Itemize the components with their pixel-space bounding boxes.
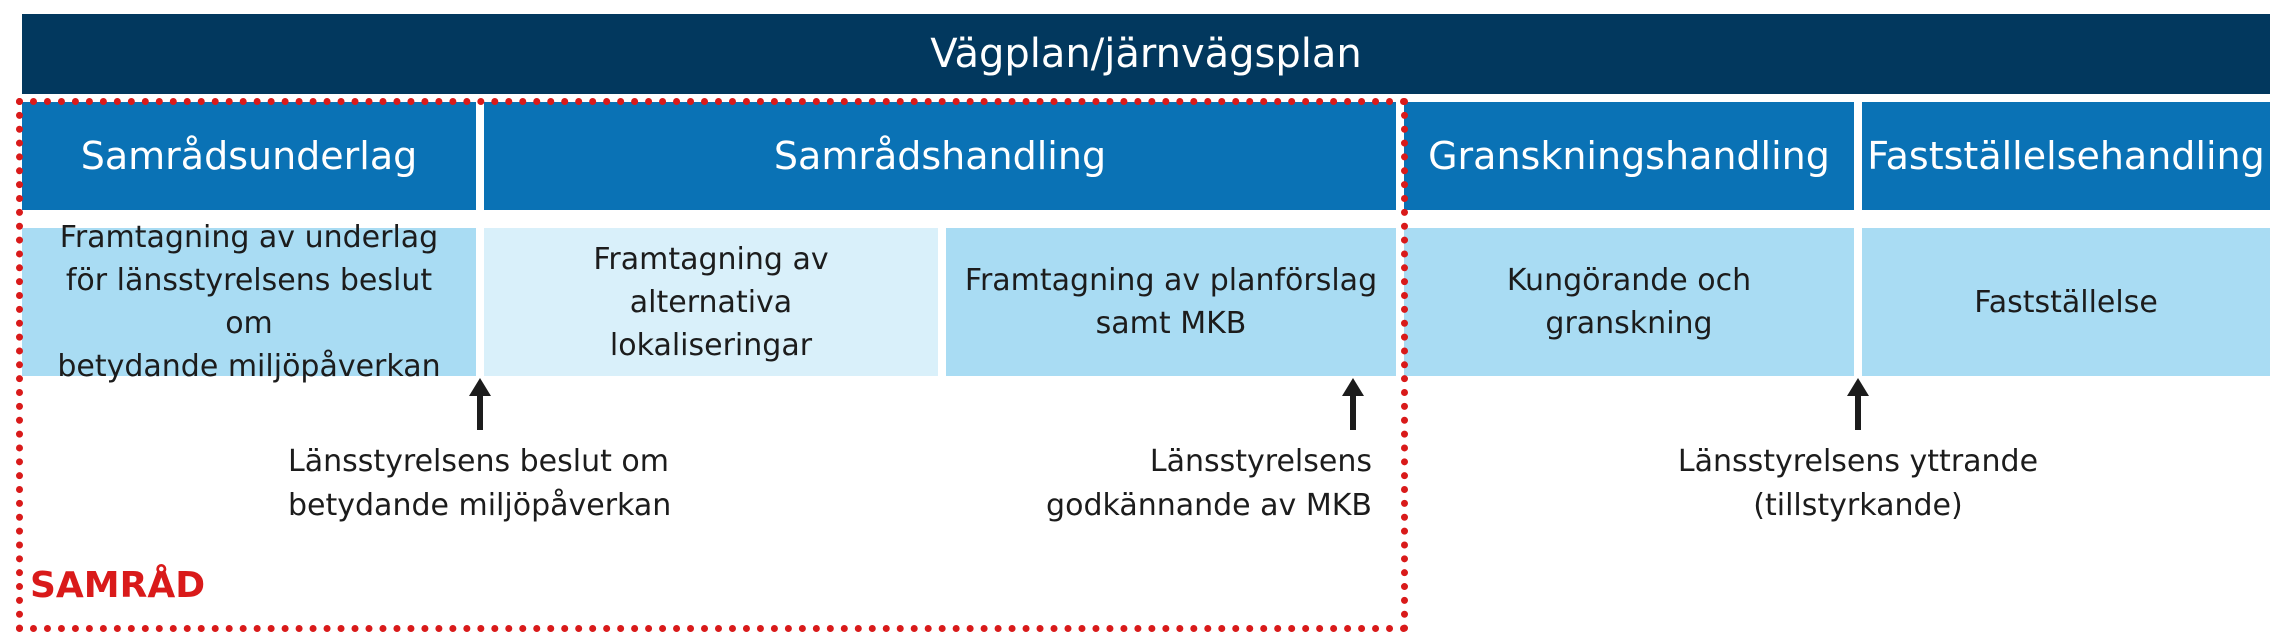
- phase-label: Granskningshandling: [1428, 134, 1830, 178]
- activity-kungorande-granskning: [1404, 228, 1854, 376]
- phase-granskningshandling: [1404, 102, 1854, 210]
- plan-title-bar: [22, 14, 2270, 94]
- milestone-yttrande: [1658, 440, 2058, 528]
- activity-line: Framtagning av: [593, 241, 829, 277]
- milestone-line: godkännande av MKB: [1046, 488, 1372, 523]
- activity-line: Framtagning av underlag: [59, 220, 439, 255]
- activity-line: samt MKB: [1095, 306, 1247, 341]
- milestone-line: Länsstyrelsens beslut om: [288, 444, 669, 479]
- milestone-line: Länsstyrelsens yttrande: [1677, 444, 2039, 479]
- milestone-line: betydande miljöpåverkan: [288, 488, 672, 523]
- activity-line: Framtagning av planförslag: [964, 263, 1378, 298]
- plan-title: Vägplan/järnvägsplan: [930, 31, 1362, 77]
- up-arrow-icon: [1843, 378, 1873, 430]
- activity-faststallelse: [1862, 228, 2270, 376]
- activity-line: betydande miljöpåverkan: [57, 349, 441, 384]
- activity-line: Fastställelse: [1974, 284, 2158, 320]
- phase-label: Samrådshandling: [773, 134, 1107, 178]
- samrad-region: [16, 98, 1408, 632]
- phase-label: Samrådsunderlag: [80, 134, 418, 178]
- milestone-line: Länsstyrelsens: [1149, 444, 1372, 479]
- phase-label: Fastställelsehandling: [1867, 134, 2265, 178]
- milestone-line: (tillstyrkande): [1753, 488, 1963, 523]
- samrad-label: SAMRÅD: [30, 565, 206, 606]
- activity-line: alternativa: [629, 284, 793, 320]
- activity-line: lokaliseringar: [609, 327, 813, 363]
- phase-faststallelsehandling: [1862, 102, 2270, 210]
- activity-line: Kungörande och granskning: [1506, 263, 1752, 341]
- activity-line: för länsstyrelsens beslut om: [65, 263, 433, 341]
